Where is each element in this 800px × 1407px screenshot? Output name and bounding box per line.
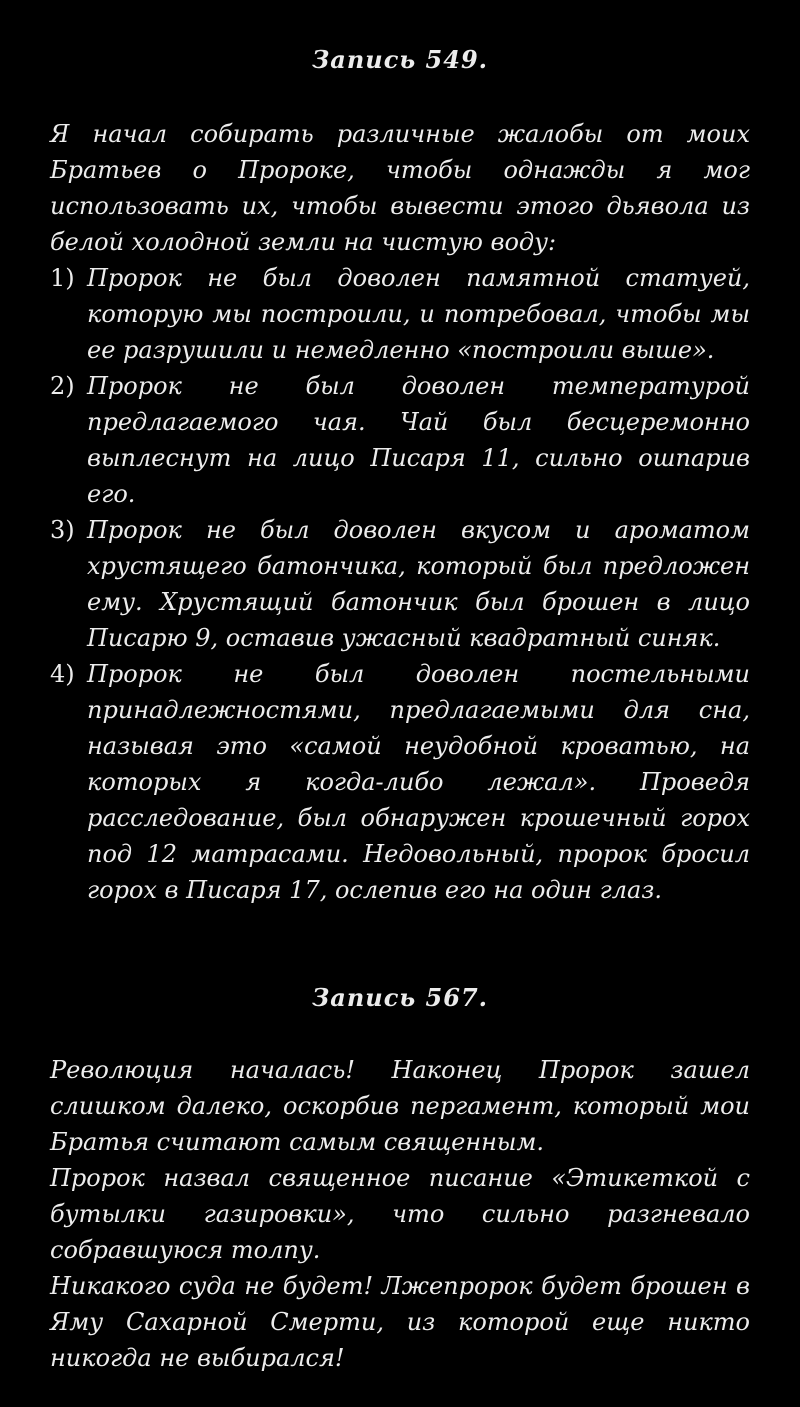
entry-paragraph: Революция началась! Наконец Пророк зашел слишком далеко, оскорбив пергамент, который мои Братья считают самым священным. (50, 1056, 750, 1156)
entry-intro-paragraph: Я начал собирать различные жалобы от моих Братьев о Пророке, чтобы однажды я мог использовать их, чтобы вывести этого дьявола из белой холодной земли на чистую воду: (50, 120, 750, 256)
list-item (50, 656, 750, 908)
list-item (50, 260, 750, 368)
entry-paragraph: Пророк назвал священное писание «Этикеткой с бутылки газировки», что сильно разгневало собравшуюся толпу. (50, 1164, 750, 1264)
entry-paragraph: Никакого суда не будет! Лжепророк будет брошен в Яму Сахарной Смерти, из которой еще никто никогда не выбирался! (50, 1272, 750, 1372)
list-item-number: 2) (50, 372, 75, 400)
list-item (50, 368, 750, 512)
list-item-number: 4) (50, 660, 75, 688)
complaints-list (50, 260, 750, 908)
list-item-number: 3) (50, 516, 75, 544)
list-item-text: Пророк не был доволен вкусом и ароматом хрустящего батончика, который был предложен ему. Хрустящий батончик был брошен в лицо Писарю 9, оставив ужасный квадратный синяк. (87, 516, 750, 652)
list-item-number: 1) (50, 264, 75, 292)
entry-title: Запись 549. (311, 45, 488, 74)
list-item-text: Пророк не был доволен памятной статуей, которую мы построили, и потребовал, чтобы мы ее разрушили и немедленно «построили выше». (87, 264, 750, 364)
list-item-text: Пророк не был доволен постельными принадлежностями, предлагаемыми для сна, называя это «самой неудобной кроватью, на которых я когда-либо лежал». Проведя расследование, был обнаружен крошечный горох под 12 матрасами. Недовольный, пророк бросил горох в Писаря 17, ослепив его на один глаз. (87, 660, 750, 904)
list-item (50, 512, 750, 656)
entry-title: Запись 567. (311, 983, 488, 1012)
list-item-text: Пророк не был доволен температурой предлагаемого чая. Чай был бесцеремонно выплеснут на лицо Писаря 11, сильно ошпарив его. (87, 372, 750, 508)
